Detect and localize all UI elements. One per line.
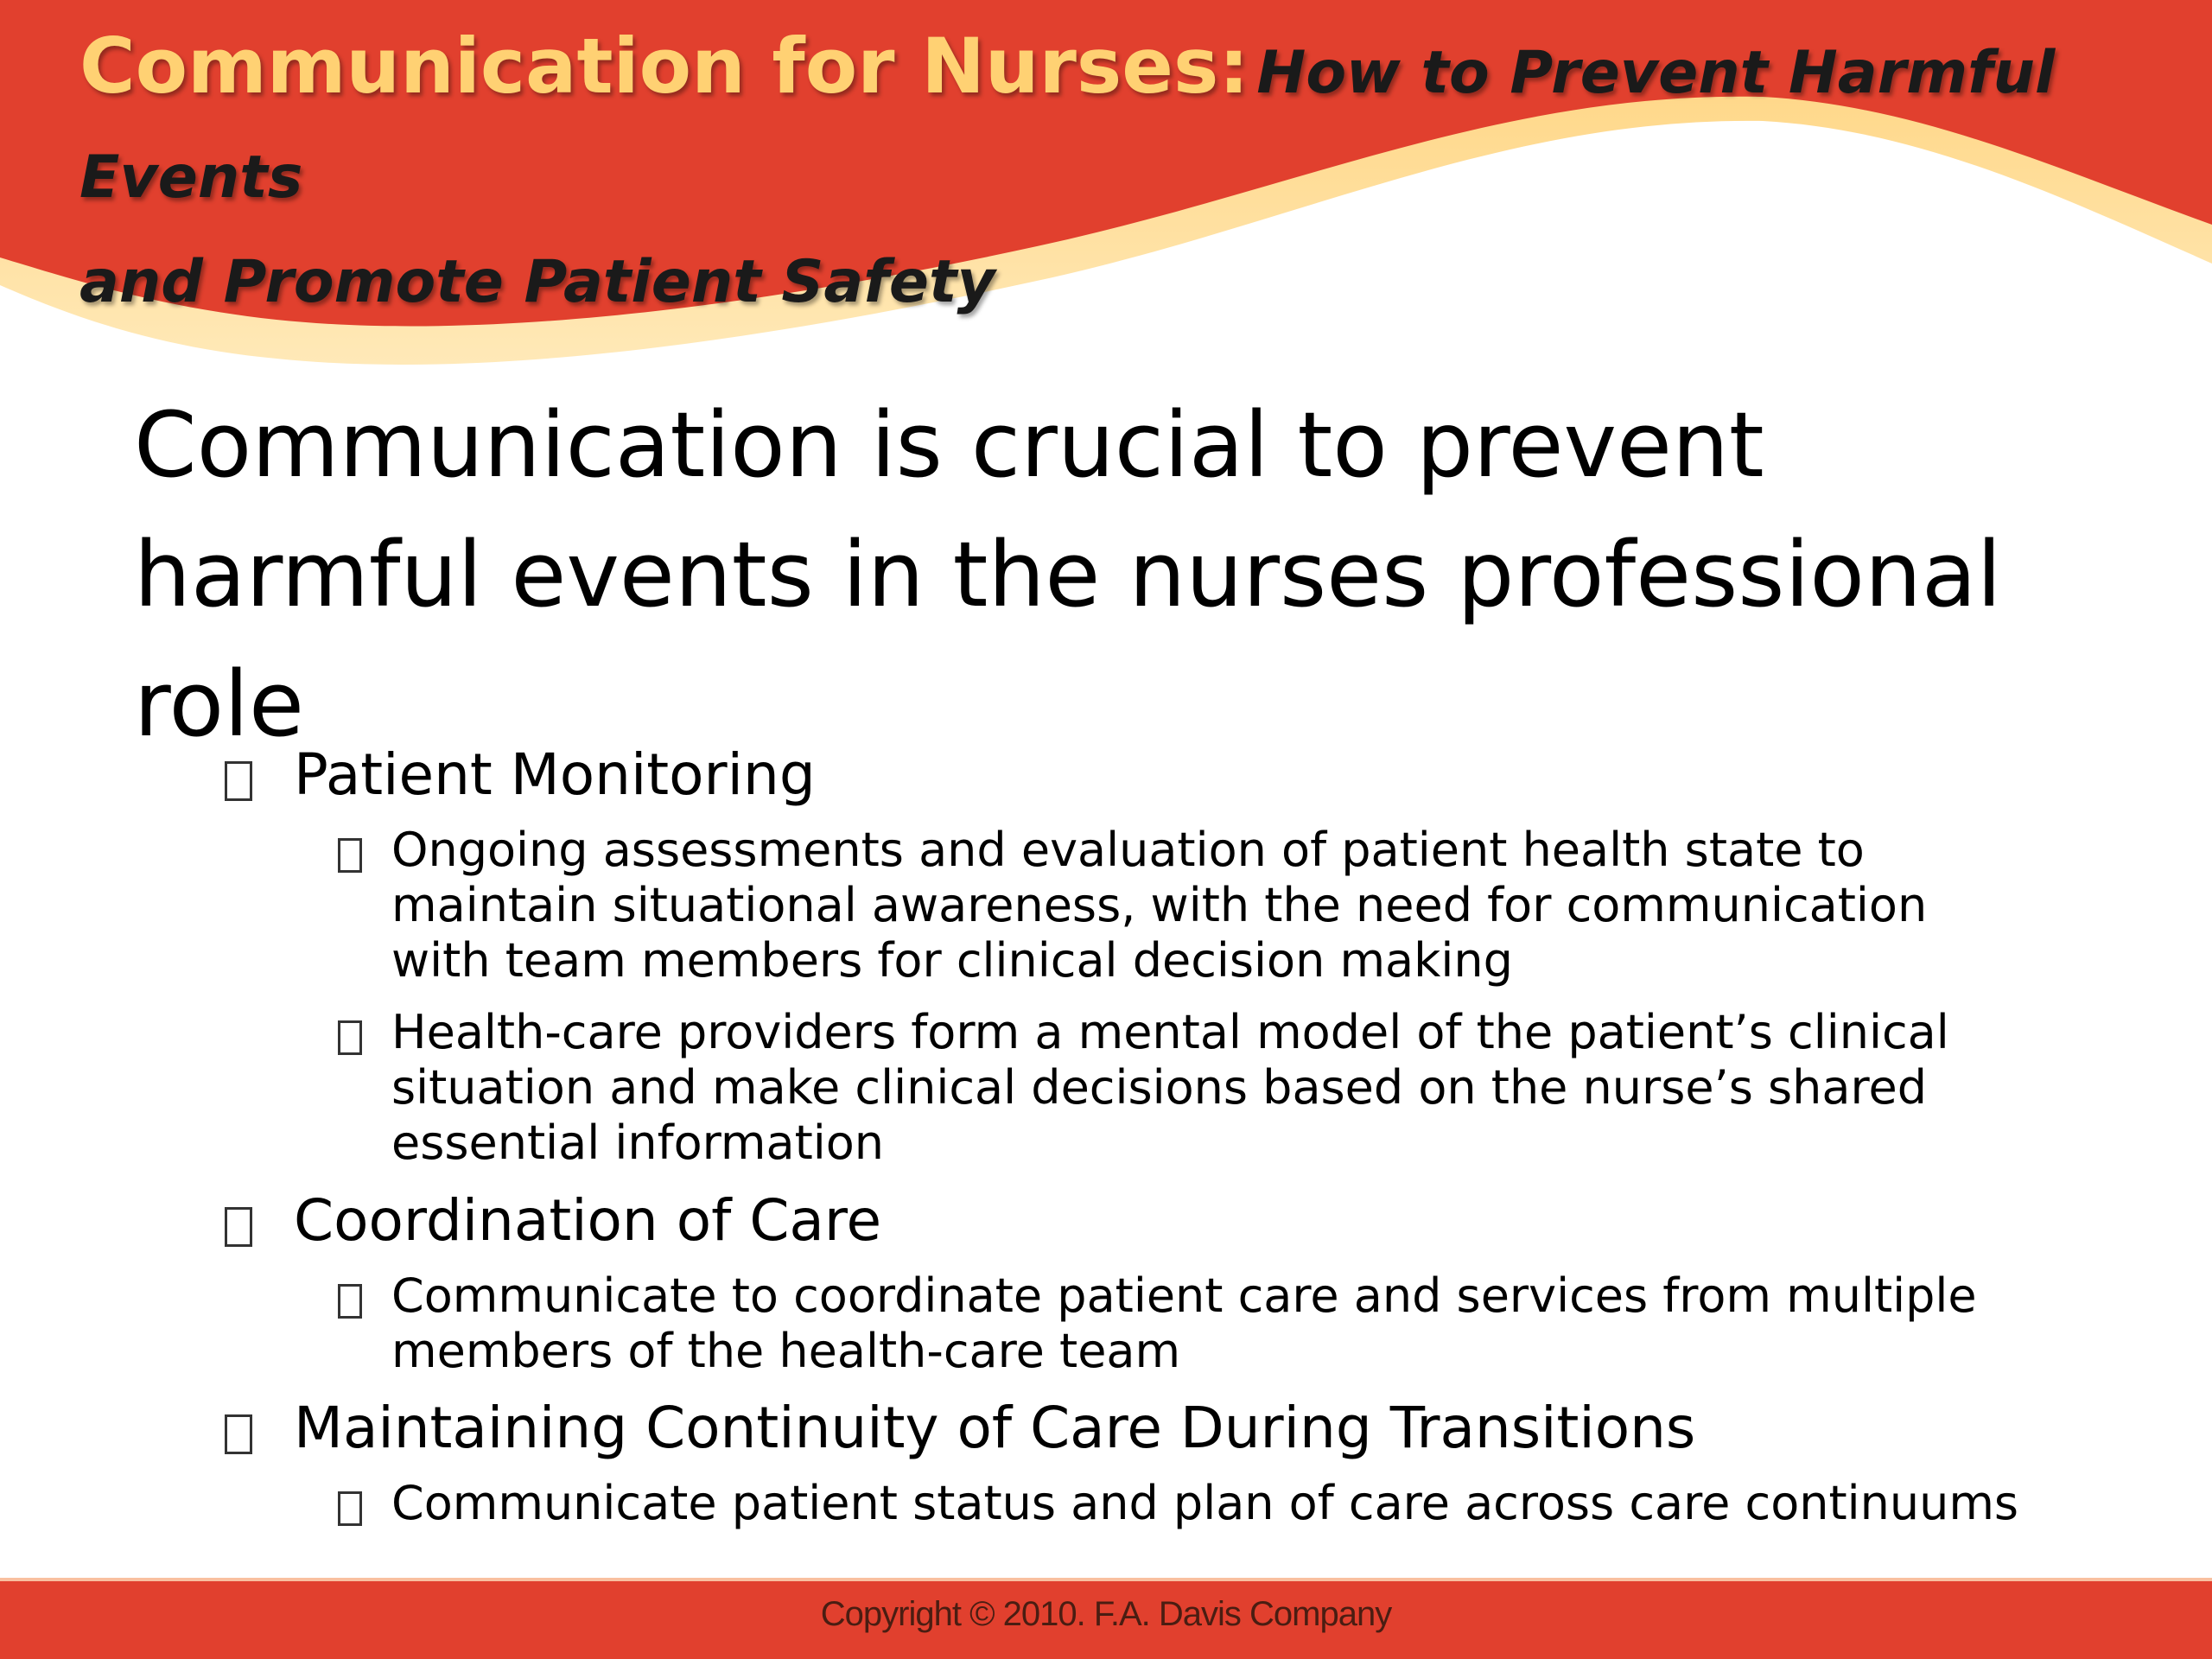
bullet-item: [294, 1394, 1695, 1463]
sub-bullet-square-icon: [338, 838, 362, 873]
sub-bullet-square-icon: [338, 1491, 362, 1526]
sub-bullet-line: members of the health-care team: [391, 1324, 1181, 1378]
sub-bullet-line: maintain situational awareness, with the need for communication: [391, 878, 1928, 932]
slide-heading-line3: role: [134, 652, 304, 757]
footer-copyright: Copyright © 2010. F.A. Davis Company: [820, 1595, 1392, 1633]
sub-bullet-line: essential information: [391, 1116, 885, 1170]
bullet-label: Maintaining Continuity of Care During Transitions: [294, 1395, 1696, 1461]
sub-bullet-item: [391, 1005, 2033, 1171]
sub-bullet-item: [391, 1476, 2033, 1531]
sub-bullet-item: [391, 1268, 2033, 1379]
sub-bullet-line: Communicate patient status and plan of care across care continuums: [391, 1476, 2019, 1530]
header-title-subtitle: How to Prevent Harmful Events: [79, 39, 2056, 212]
sub-bullet-line: with team members for clinical decision making: [391, 933, 1513, 988]
sub-bullet-line: Health-care providers form a mental model of the patient’s clinical: [391, 1005, 1949, 1059]
sub-bullet-square-icon: [338, 1284, 362, 1319]
header-title-main: Communication for Nurses:: [79, 22, 1249, 111]
sub-bullet-line: Communicate to coordinate patient care and services from multiple: [391, 1268, 1977, 1323]
footer-bar: [0, 1578, 2212, 1659]
bullet-item: [294, 1186, 881, 1255]
slide-heading: [134, 380, 2078, 769]
slide-heading-line1: Communication is crucial to prevent: [134, 392, 1764, 498]
bullet-square-icon: [225, 1207, 252, 1247]
bullet-label: Coordination of Care: [294, 1187, 882, 1254]
bullet-label: Patient Monitoring: [294, 741, 816, 808]
sub-bullet-square-icon: [338, 1020, 362, 1055]
sub-bullet-line: Ongoing assessments and evaluation of patient health state to: [391, 823, 1865, 877]
slide-heading-line2: harmful events in the nurses professional: [134, 522, 2002, 627]
bullet-square-icon: [225, 1414, 252, 1454]
sub-bullet-line: situation and make clinical decisions based on the nurse’s shared: [391, 1060, 1927, 1115]
sub-bullet-item: [391, 823, 2033, 988]
header-title: [79, 19, 2171, 340]
header-title-subtitle-line2: and Promote Patient Safety: [79, 248, 995, 316]
